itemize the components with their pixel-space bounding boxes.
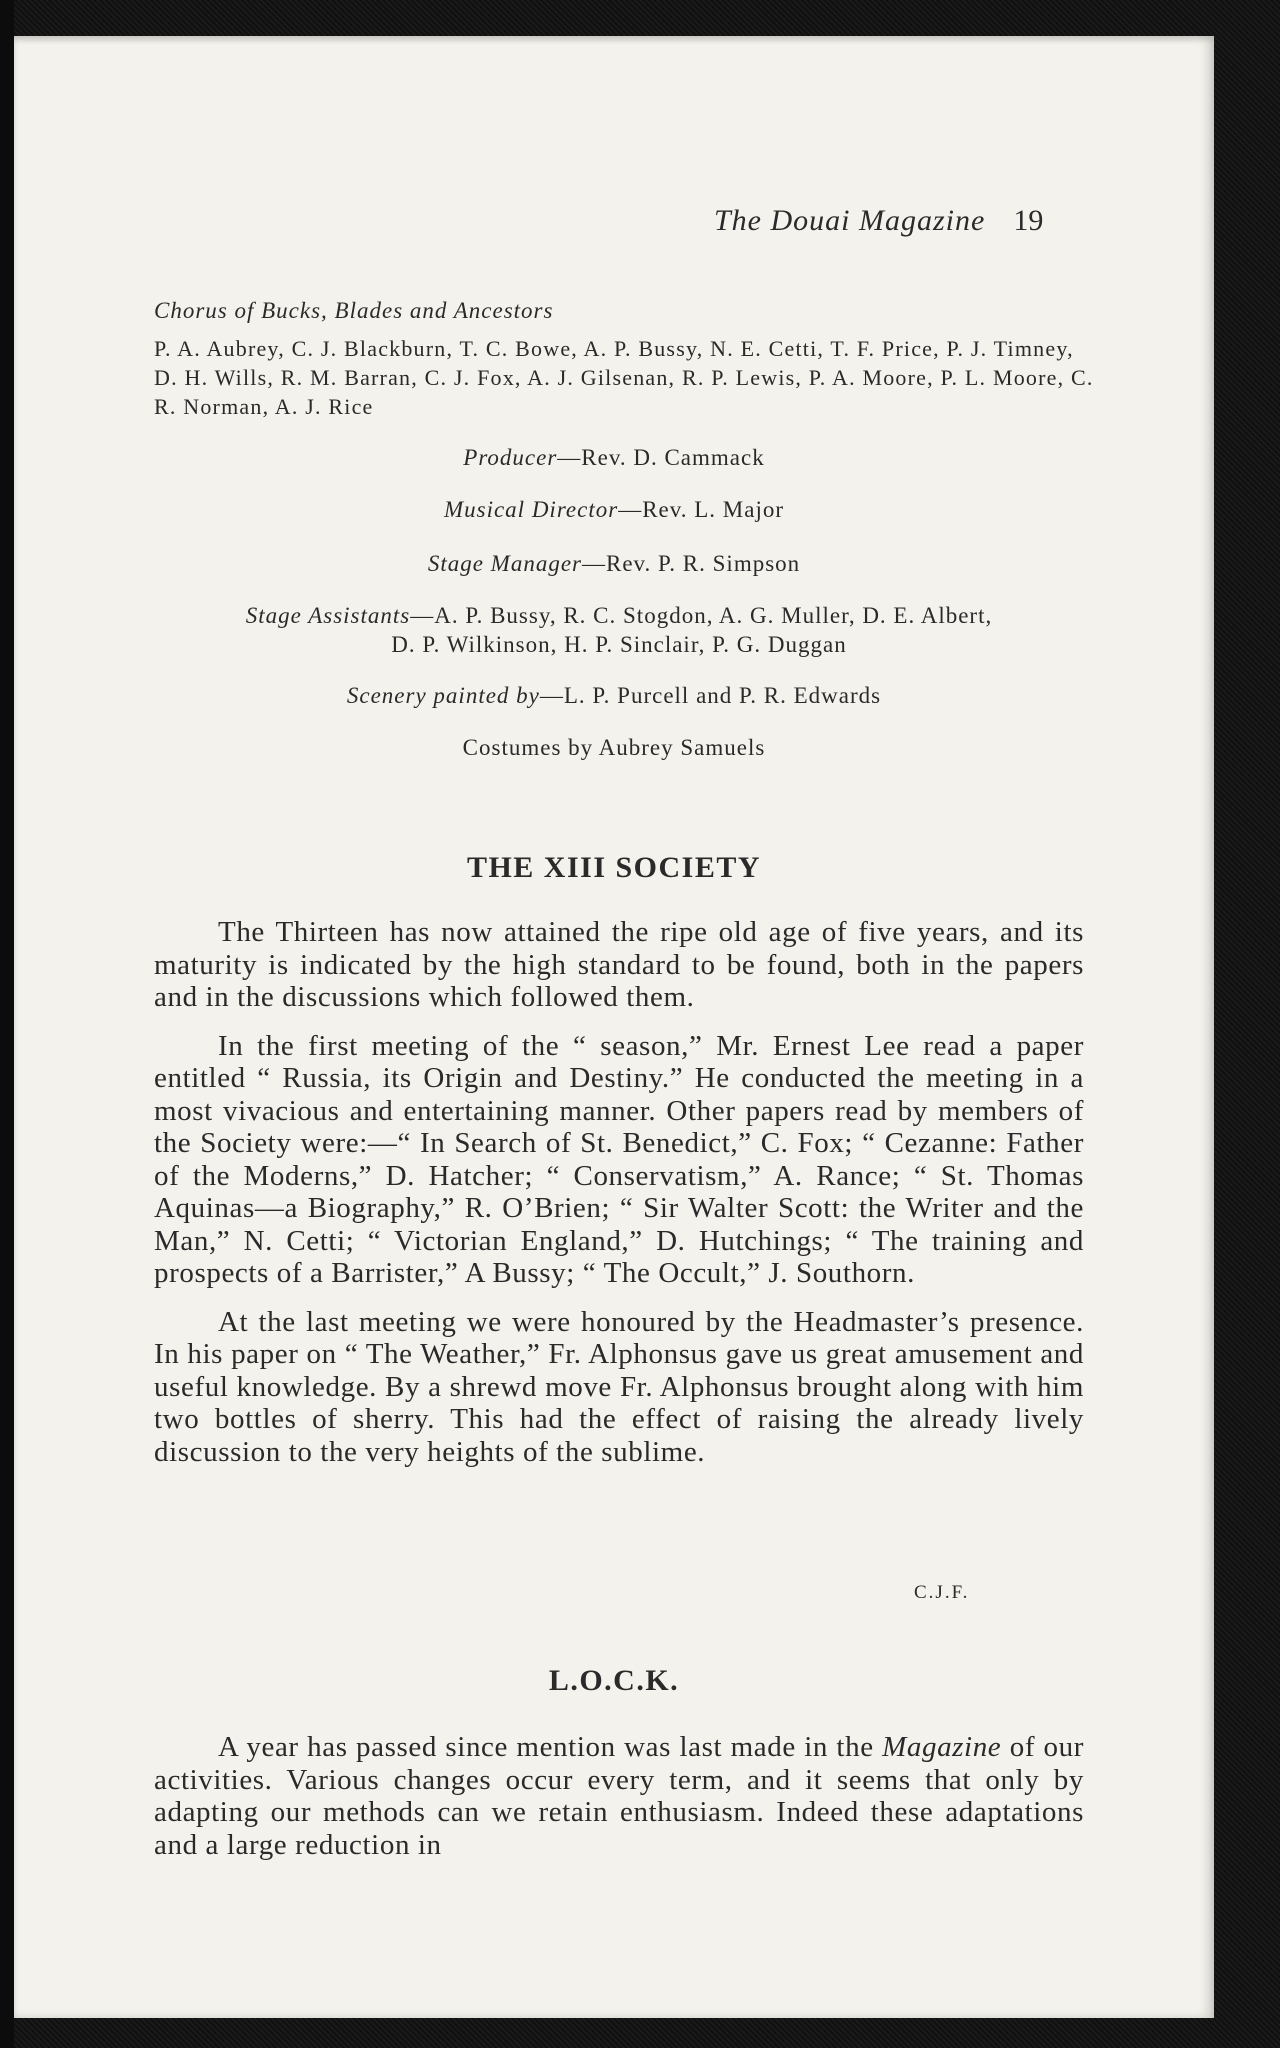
paragraph: In the first meeting of the “ season,” Mr. Ernest Lee read a paper entitled “ Russia, its Origin and Destiny.” He conducted the meeting in a most vivacious and entertaining manner. Other papers read by members of the Society were:—“ In Search of St. Benedict,” C. Fox; “ Cezanne: Father of the Moderns,” D. Hatcher; “ Conservatism,” A. Rance; “ St. Thomas Aquinas—a Biography,” R. O’Brien; “ Sir Walter Scott: the Writer and the Man,” N. Cetti; “ Victorian England,” D. Hutchings; “ The training and prospects of a Barrister,” A Bussy; “ The Occult,” J. Southorn. (154, 1029, 1084, 1289)
stage-assistants-role: Stage Assistants (245, 603, 411, 628)
paragraph: At the last meeting we were honoured by the Headmaster’s presence. In his paper on “ The Weather,” Fr. Alphonsus gave us great amusement and useful knowledge. By a shrewd move Fr. Alphonsus brought along with him two bottles of sherry. This had the effect of raising the already lively discussion to the very heights of the sublime. (154, 1305, 1084, 1468)
scenery-names: —L. P. Purcell and P. R. Edwards (539, 683, 882, 708)
producer-role: Producer (463, 445, 558, 470)
stage-manager-name: —Rev. P. R. Simpson (582, 551, 801, 576)
page-number: 19 (1013, 204, 1044, 237)
musical-director-name: —Rev. L. Major (618, 497, 785, 522)
stage-assistants-credit (154, 601, 1084, 659)
costumes-credit: Costumes by Aubrey Samuels (462, 735, 766, 760)
musical-director-role: Musical Director (443, 497, 619, 522)
paragraph (154, 1731, 1084, 1861)
signature: C.J.F. (914, 1582, 970, 1603)
book-page (14, 36, 1214, 2018)
scenery-credit (154, 681, 1074, 710)
stage-assistants-names: —A. P. Bussy, R. C. Stogdon, A. G. Muller, D. E. Albert, (410, 603, 993, 628)
scenery-role: Scenery painted by (346, 683, 540, 708)
paragraph: The Thirteen has now attained the ripe old age of five years, and its maturity is indicated by the high standard to be found, both in the papers and in the discussions which followed them. (154, 916, 1084, 1013)
musical-director-credit (154, 495, 1074, 524)
xiii-society-title: THE XIII SOCIETY (466, 851, 762, 884)
binding-edge (0, 0, 14, 2048)
stage-assistants-names-2: D. P. Wilkinson, H. P. Sinclair, P. G. Duggan (391, 632, 847, 657)
lock-title: L.O.C.K. (548, 1664, 680, 1697)
chorus-heading: Chorus of Bucks, Blades and Ancestors (154, 298, 554, 323)
lock-text-end: of our activities. Various changes occur every term, and it seems that only by adapting our methods can we retain enthusiasm. Indeed these adaptations and a large reduction in (154, 1731, 1084, 1861)
chorus-names: P. A. Aubrey, C. J. Blackburn, T. C. Bowe, A. P. Bussy, N. E. Cetti, T. F. Price, P. J. Timney, D. H. Wills, R. M. Barran, C. J. Fox, A. J. Gilsenan, R. P. Lewis, P. A. Moore, P. L. Moore, C. R. Norman, A. J. Rice (154, 336, 1094, 419)
lock-body (154, 1731, 1084, 1861)
stage-manager-role: Stage Manager (427, 551, 582, 576)
stage-manager-credit (154, 549, 1074, 578)
producer-name: —Rev. D. Cammack (557, 445, 765, 470)
running-head (714, 204, 1094, 238)
xiii-society-body (154, 916, 1084, 1468)
producer-credit (154, 443, 1074, 472)
lock-text-start: A year has passed since mention was last made in the (218, 1731, 883, 1763)
magazine-word: Magazine (882, 1731, 1002, 1763)
magazine-title: The Douai Magazine (714, 204, 986, 237)
